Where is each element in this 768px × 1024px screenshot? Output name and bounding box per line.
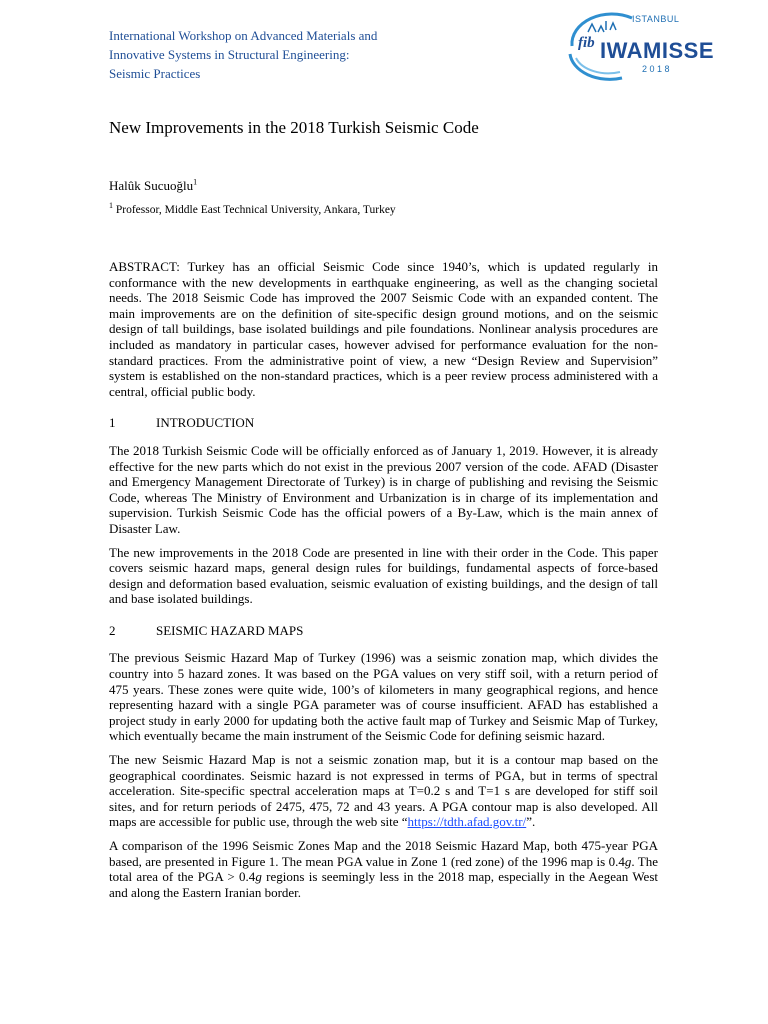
conference-name-line-3: Seismic Practices	[109, 66, 201, 81]
author-name: Halûk Sucuoğlu	[109, 178, 194, 193]
paragraph-text: A comparison of the 1996 Seismic Zones Map and the 2018 Seismic Hazard Map, both 475-year PGA based, are presented in Figure 1. The mean PGA value in Zone 1 (red zone) of the 1996 map is 0.4	[109, 838, 658, 869]
paper-body	[109, 259, 658, 908]
italic-g: g	[624, 853, 632, 869]
affiliation-line	[109, 202, 396, 218]
conference-name-line-1: International Workshop on Advanced Materials and	[109, 28, 378, 43]
section-title: SEISMIC HAZARD MAPS	[156, 622, 304, 638]
paper-title: New Improvements in the 2018 Turkish Seismic Code	[109, 118, 479, 137]
paragraph-text: The new Seismic Hazard Map is not a seismic zonation map, but it is a contour map based on the geographical coordinates. Seismic hazard is not expressed in terms of PGA, but in terms of spectral acceleration. Site-specific spectral acceleration maps at T=0.2 s and T=1 s are developed for stiff soil sites, and for return periods of 2475, 475, 72 and 43 years. A PGA contour map is also developed. All maps are accessible for public use, through the web site “	[109, 752, 658, 830]
logo-year-text: 2018	[642, 64, 673, 74]
iwamisse-logo	[562, 10, 715, 82]
author-line	[109, 178, 197, 194]
section-heading-introduction	[109, 415, 658, 431]
logo-city-text: ISTANBUL	[632, 14, 680, 24]
paragraph-text: . The total area of the PGA > 0.4	[109, 853, 658, 885]
logo-name-text: IWAMISSE	[600, 38, 715, 63]
body-paragraph: The previous Seismic Hazard Map of Turkey (1996) was a seismic zonation map, which divides the country into 5 hazard zones. It was based on the PGA values on very stiff soil, with a return period of 475 years. These zones were quite wide, 100’s of kilometers in many geographical regions, and hence representing hazard with a single PGA parameter was of course insufficient. AFAD has established a project study in early 2000 for updating both the active fault map of Turkey and Seismic Map of Turkey, which eventually became the main instrument of the Seismic Code for defining seismic hazard.	[109, 650, 658, 744]
conference-header	[109, 26, 439, 83]
abstract-paragraph: ABSTRACT: Turkey has an official Seismic Code since 1940’s, which is updated regularly in conformance with the new developments in earthquake engineering, as well as the changing societal needs. The 2018 Seismic Code has improved the 2007 Seismic Code with an expanded content. The main improvements are on the definition of site-specific design ground motions, and on the seismic design of tall buildings, base isolated buildings and pile foundations. Nonlinear analysis procedures are included as mandatory in particular cases, however advised for performance evaluation for the non-standard practices. From the administrative point of view, a new “Design Review and Supervision” system is established on the non-standard practices, which is a peer review process administered with a central, official public body.	[109, 259, 658, 399]
conference-name-line-2: Innovative Systems in Structural Engineering:	[109, 47, 350, 62]
paragraph-text: regions is seemingly less in the 2018 map, especially in the Aegean West and along the Eastern Iranian border.	[109, 869, 658, 900]
section-title: INTRODUCTION	[156, 415, 255, 431]
body-paragraph	[109, 752, 658, 830]
affiliation-text: Professor, Middle East Technical University, Ankara, Turkey	[115, 204, 396, 216]
section-heading-seismic-hazard-maps	[109, 623, 658, 639]
paragraph-text-end: ”.	[526, 814, 536, 830]
section-number: 1	[109, 415, 116, 431]
logo-fib-text: fib	[578, 35, 595, 51]
body-paragraph: The 2018 Turkish Seismic Code will be officially enforced as of January 1, 2019. However, it is already effective for the new parts which do not exist in the previous 2007 version of the code. AFAD (Disaster and Emergency Management Directorate of Turkey) is in charge of publishing and revising the Seismic Code, whereas The Ministry of Environment and Urbanization is in charge of its implementation and supervision. Turkish Seismic Code has the official powers of a By-Law, which is the main annex of Disaster Law.	[109, 442, 658, 536]
web-site-link[interactable]: https://tdth.afad.gov.tr/	[407, 814, 527, 830]
body-paragraph	[109, 838, 658, 900]
section-number: 2	[109, 622, 116, 638]
body-paragraph: The new improvements in the 2018 Code are presented in line with their order in the Code. This paper covers seismic hazard maps, general design rules for buildings, fundamental aspects of force-based design and deformation based evaluation, seismic evaluation of existing buildings, and the design of tall and base isolated buildings.	[109, 544, 658, 607]
author-superscript: 1	[193, 177, 198, 187]
italic-g: g	[255, 869, 262, 885]
affiliation-superscript: 1	[109, 201, 113, 211]
